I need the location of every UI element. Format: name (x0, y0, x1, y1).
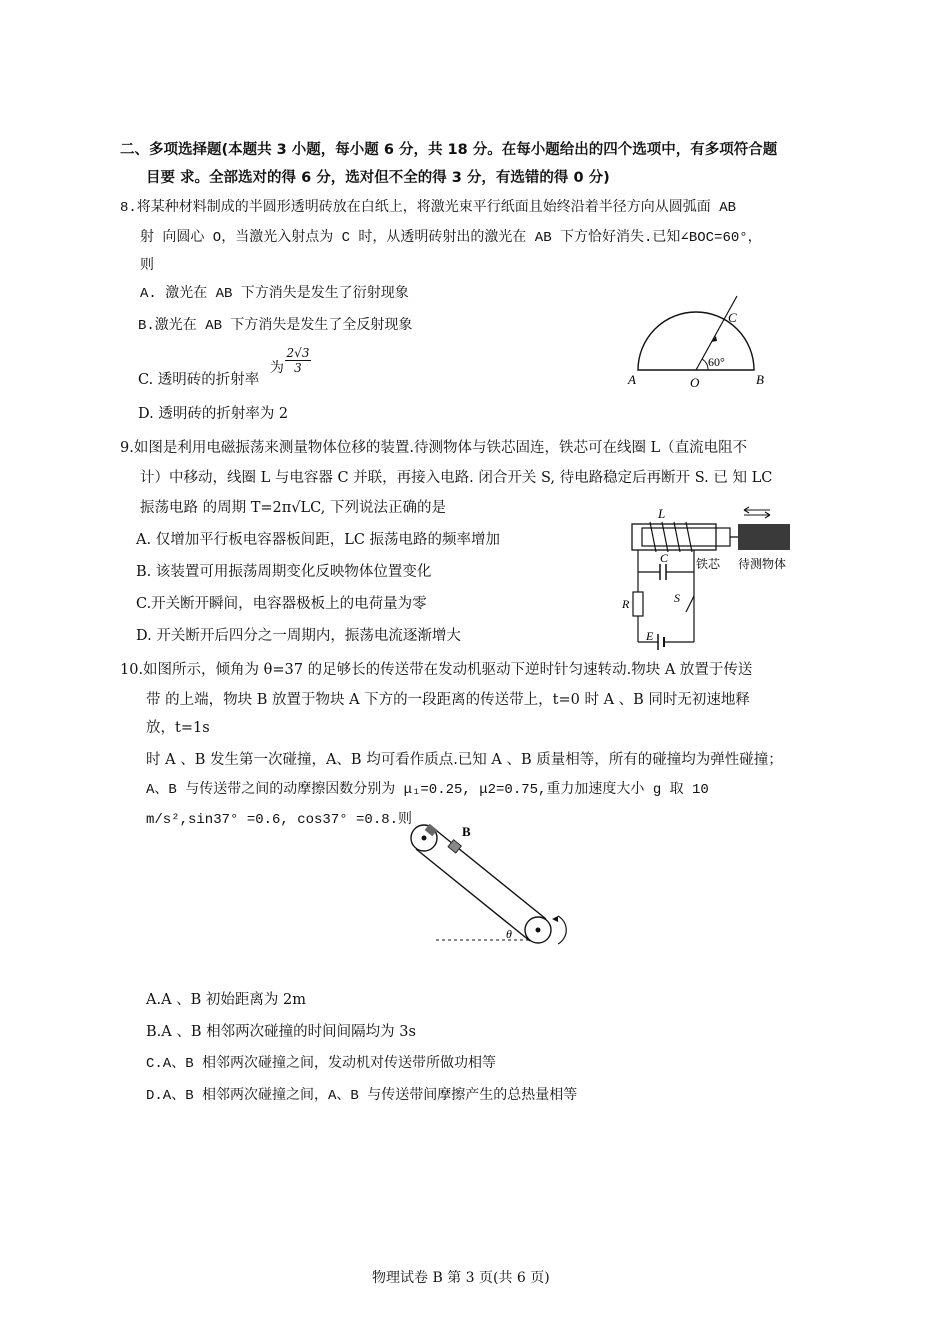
q8-stem-line-1: 8.将某种材料制成的半圆形透明砖放在白纸上，将激光束平行纸面且始终沿着半径方向从圆弧面 AB (120, 200, 737, 216)
section-title-line-2: 目要 求。全部选对的得 6 分，选对但不全的得 3 分，有选错的得 0 分) (146, 170, 610, 186)
q10-option-b: B.A 、B 相邻两次碰撞的时间间隔均为 3s (146, 1024, 416, 1040)
q10-conveyor-figure (400, 822, 590, 952)
iron-core (642, 528, 730, 546)
q9-stem-line-1: 9.如图是利用电磁振荡来测量物体位移的装置.待测物体与铁芯固连，铁芯可在线圈 L（直流电阻不 (120, 440, 748, 456)
q9-circuit-figure (620, 500, 810, 650)
q9-option-d: D. 开关断开后四分之一周期内，振荡电流逐渐增大 (136, 628, 461, 644)
page-footer: 物理试卷 B 第 3 页(共 6 页) (372, 1270, 550, 1286)
label-a: A (628, 372, 636, 387)
label-angle: 60° (708, 355, 725, 369)
q8-fraction-denominator: 3 (294, 361, 302, 375)
rotation-arrowhead (552, 916, 558, 922)
label-s: S (674, 591, 680, 605)
q8-option-b: B.激光在 AB 下方消失是发生了全反射现象 (138, 318, 413, 334)
q10-stem-line-1: 10.如图所示，倾角为 θ=37 的足够长的传送带在发动机驱动下逆时针匀速转动.物块 A 放置于传送 (120, 662, 753, 678)
q8-option-c-fraction (285, 346, 311, 375)
label-c: C (660, 551, 669, 565)
q9-stem-line-3: 振荡电路 的周期 T=2π√LC, 下列说法正确的是 (140, 500, 446, 516)
q8-option-a: A. 激光在 AB 下方消失是发生了衍射现象 (140, 286, 409, 302)
label-l: L (658, 506, 666, 521)
label-theta: θ (506, 927, 512, 941)
belt-lower-side (416, 849, 530, 941)
q8-semicircle-figure (620, 292, 780, 392)
object-block (738, 524, 790, 550)
label-o: O (690, 375, 700, 390)
q10-stem-line-2: 带 的上端，物块 B 放置于物块 A 下方的一段距离的传送带上，t=0 时 A 、B 同时无初速地释 (146, 692, 750, 708)
q8-stem-line-3: 则 (140, 258, 154, 274)
q8-option-c-prefix: 为 (270, 360, 284, 376)
q10-option-a: A.A 、B 初始距离为 2m (146, 992, 307, 1008)
q10-stem-line-4: 时 A 、B 发生第一次碰撞，A、B 均可看作质点.已知 A 、B 质量相等，所有的碰撞均为弹性碰撞； (146, 752, 783, 768)
q9-stem-line-2: 计）中移动，线圈 L 与电容器 C 并联，再接入电路. 闭合开关 S, 待电路稳定后再断开 S. 已 知 LC (140, 470, 773, 486)
lower-axle (536, 928, 541, 933)
q8-option-c: C. 透明砖的折射率 (138, 372, 260, 388)
label-core: 铁芯 (696, 557, 721, 571)
coil-windings (650, 522, 692, 552)
q10-stem-line-5: A、B 与传送带之间的动摩擦因数分别为 μ₁=0.25, μ2=0.75,重力加速度大小 g 取 10 (146, 782, 709, 798)
q10-stem-line-6: m/s²,sin37° =0.6, cos37° =0.8.则 (146, 812, 413, 828)
label-c: C (728, 310, 737, 325)
q10-stem-line-3: 放，t=1s (146, 720, 210, 736)
label-b: B (462, 824, 471, 839)
label-e: E (646, 629, 654, 643)
q10-option-d: D.A、B 相邻两次碰撞之间，A、B 与传送带间摩擦产生的总热量相等 (146, 1088, 578, 1104)
label-r: R (622, 597, 630, 611)
resistor (633, 592, 643, 616)
upper-axle (422, 836, 427, 841)
section-title-line-1: 二、多项选择题(本题共 3 小题，每小题 6 分，共 18 分。在每小题给出的四个选项中，有多项符合题 (120, 142, 778, 158)
q9-option-c: C.开关断开瞬间，电容器极板上的电荷量为零 (136, 596, 427, 612)
motion-arrows (744, 507, 770, 518)
label-object: 待测物体 (738, 557, 787, 571)
q8-stem-line-2: 射 向圆心 O，当激光入射点为 C 时，从透明砖射出的激光在 AB 下方恰好消失.已知∠BOC=60°， (140, 230, 762, 246)
q8-option-d: D. 透明砖的折射率为 2 (138, 406, 289, 422)
q9-option-b: B. 该装置可用振荡周期变化反映物体位置变化 (136, 564, 432, 580)
q9-option-a: A. 仅增加平行板电容器板间距，LC 振荡电路的频率增加 (136, 532, 501, 548)
rotation-arrow (558, 916, 566, 944)
belt-upper-side (432, 827, 546, 919)
q8-fraction-numerator: 2√3 (286, 346, 310, 360)
label-b: B (756, 372, 764, 387)
switch (686, 596, 694, 612)
q10-option-c: C.A、B 相邻两次碰撞之间，发动机对传送带所做功相等 (146, 1056, 497, 1072)
